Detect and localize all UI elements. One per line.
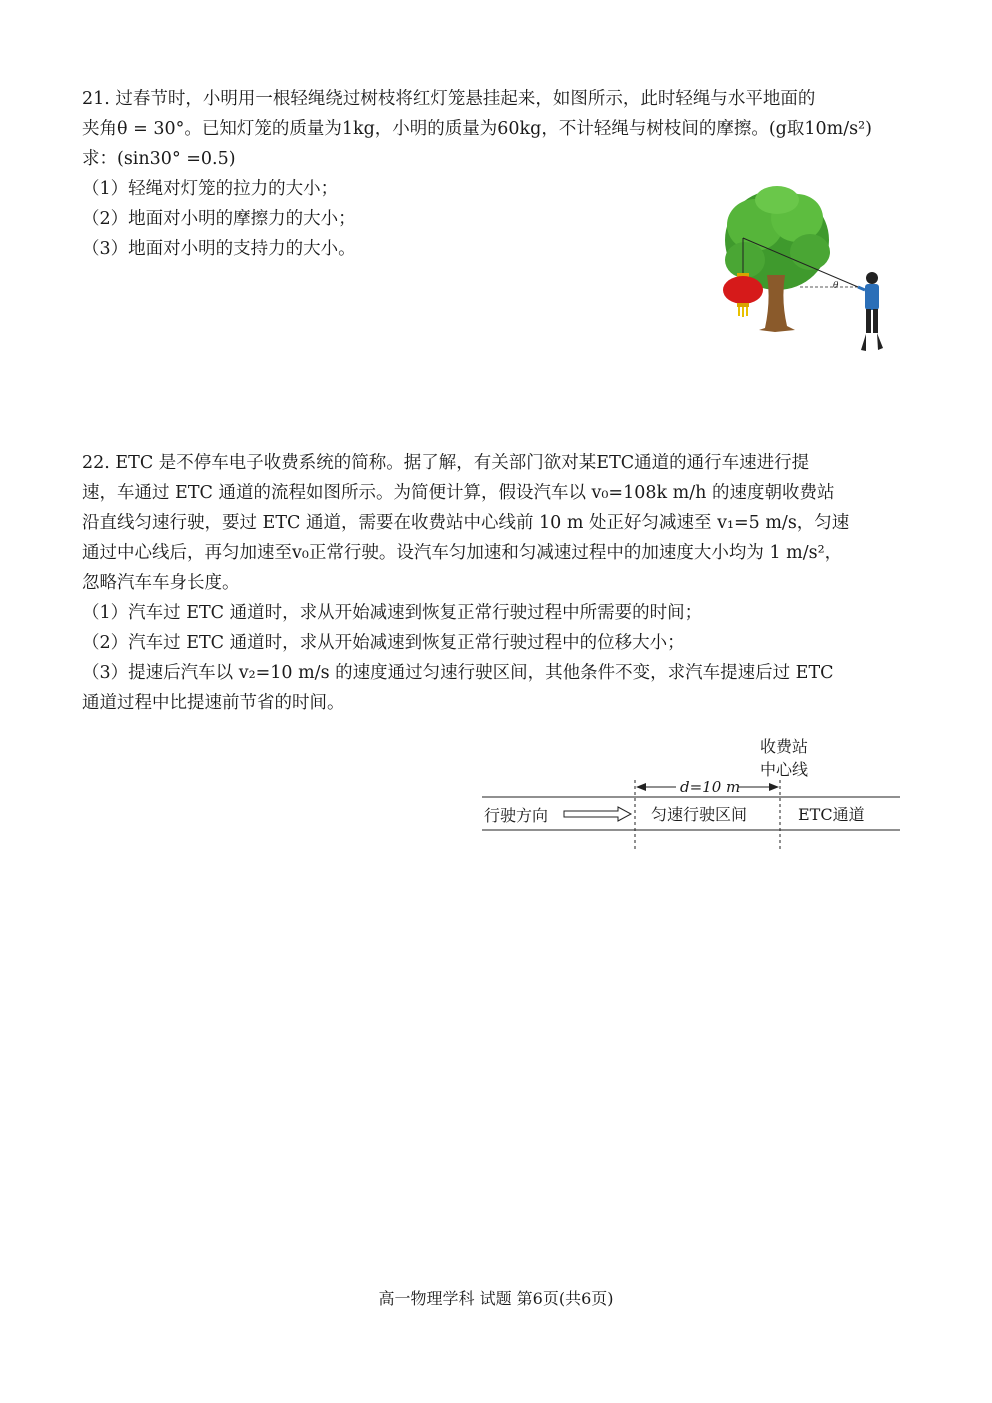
q21-sub-question-1: （1）轻绳对灯笼的拉力的大小； bbox=[82, 179, 339, 199]
q21-line-1: 21. 过春节时，小明用一根轻绳绕过树枝将红灯笼悬挂起来，如图所示，此时轻绳与水平地面的 bbox=[82, 89, 816, 109]
q21-line-2: 夹角θ = 30°。已知灯笼的质量为1kg，小明的质量为60kg，不计轻绳与树枝间的摩擦。(g取10m/s²) bbox=[82, 119, 872, 139]
uniform-speed-zone-label: 匀速行驶区间 bbox=[651, 805, 748, 824]
driving-direction-label: 行驶方向 bbox=[484, 806, 549, 825]
driving-direction-arrow bbox=[564, 807, 631, 821]
q22-sub-question-3: （3）提速后汽车以 v₂=10 m/s 的速度通过匀速行驶区间，其他条件不变，求汽车提速后过 ETC bbox=[82, 663, 834, 683]
angle-theta-label: θ bbox=[833, 281, 839, 291]
etc-lane-label: ETC通道 bbox=[798, 805, 865, 824]
distance-arrow-left-head bbox=[636, 783, 646, 791]
q22-sub-question-1: （1）汽车过 ETC 通道时，求从开始减速到恢复正常行驶过程中所需要的时间； bbox=[82, 603, 703, 623]
center-line-label: 中心线 bbox=[760, 760, 809, 779]
distance-arrow-right-head bbox=[769, 783, 779, 791]
q22-etc-lane-diagram bbox=[478, 732, 908, 857]
q22-line-1: 22. ETC 是不停车电子收费系统的简称。据了解，有关部门欲对某ETC通道的通行车速进行提 bbox=[82, 453, 810, 473]
distance-label: d=10 m bbox=[680, 778, 741, 796]
q22-sub-question-3-cont: 通道过程中比提速前节省的时间。 bbox=[82, 693, 345, 713]
page-footer: 高一物理学科 试题 第6页(共6页) bbox=[378, 1289, 614, 1308]
q21-line-3: 求：(sin30° =0.5) bbox=[82, 149, 236, 169]
q21-sub-question-2: （2）地面对小明的摩擦力的大小； bbox=[82, 209, 356, 229]
q21-sub-question-3: （3）地面对小明的支持力的大小。 bbox=[82, 239, 356, 259]
q22-line-2: 速，车通过 ETC 通道的流程如图所示。为简便计算，假设汽车以 v₀=108k m/h 的速度朝收费站 bbox=[82, 483, 835, 503]
q22-line-4: 通过中心线后，再匀加速至v₀正常行驶。设汽车匀加速和匀减速过程中的加速度大小均为 1 m/s²， bbox=[82, 543, 843, 563]
person-xiaoming bbox=[858, 272, 883, 351]
q22-line-3: 沿直线匀速行驶，要过 ETC 通道，需要在收费站中心线前 10 m 处正好匀减速至 v₁=5 m/s，匀速 bbox=[82, 513, 850, 533]
toll-station-label: 收费站 bbox=[760, 737, 809, 756]
q21-lantern-tree-figure bbox=[715, 180, 915, 365]
q22-sub-question-2: （2）汽车过 ETC 通道时，求从开始减速到恢复正常行驶过程中的位移大小； bbox=[82, 633, 685, 653]
q22-line-5: 忽略汽车车身长度。 bbox=[82, 573, 240, 593]
